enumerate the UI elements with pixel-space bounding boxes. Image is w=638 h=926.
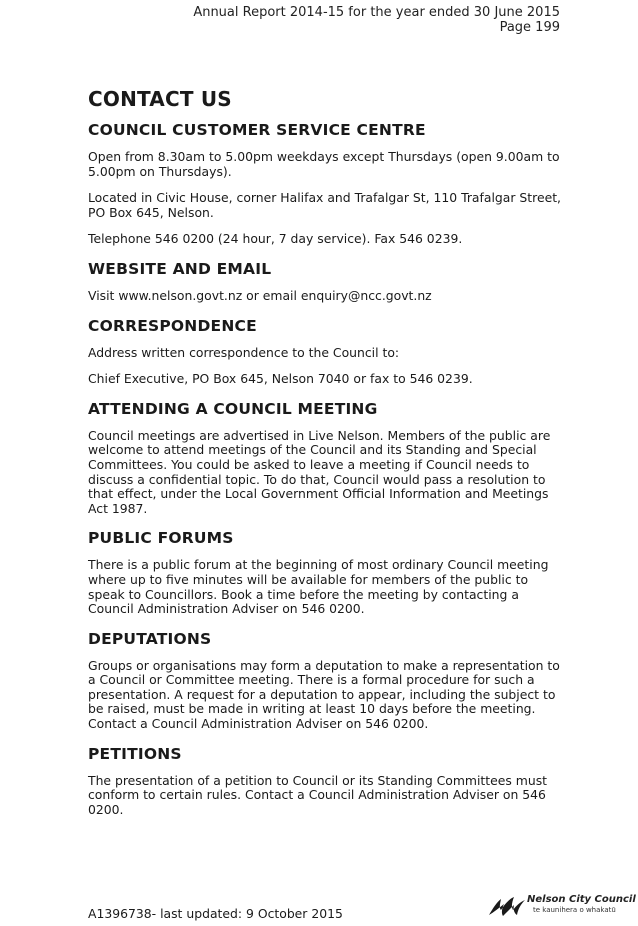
section-heading: PETITIONS <box>88 744 182 763</box>
paragraph-website: Visit www.nelson.govt.nz or email enquiry@ncc.govt.nz <box>88 287 432 303</box>
section-heading: DEPUTATIONS <box>88 629 212 648</box>
page-header <box>193 5 560 35</box>
section-petitions <box>88 744 566 818</box>
section-website-email <box>88 259 566 304</box>
section-public-forums <box>88 528 566 616</box>
paragraph-telephone: Telephone 546 0200 (24 hour, 7 day service). Fax 546 0239. <box>88 231 463 247</box>
section-customer-service <box>88 120 566 247</box>
nelson-city-council-logo-icon <box>487 894 527 918</box>
paragraph-location: Located in Civic House, corner Halifax and Trafalgar St, 110 Trafalgar Street, PO Box 645, Nelson. <box>88 190 561 220</box>
report-title: Annual Report 2014-15 for the year ended 30 June 2015 <box>193 5 560 20</box>
paragraph-meetings: Council meetings are advertised in Live Nelson. Members of the public are welcome to attend meetings of the Council and its Standing and Special Committees. You could be asked to leave a meeting if Council needs to discuss a confidential topic. To do that, Council would pass a resolution to that effect, under the Local Government Official Information and Meetings Act 1987. <box>88 427 551 516</box>
page-number: Page 199 <box>499 20 560 35</box>
section-correspondence <box>88 316 566 387</box>
section-heading: ATTENDING A COUNCIL MEETING <box>88 399 378 418</box>
page-title: CONTACT US <box>88 87 232 111</box>
paragraph-opening-hours: Open from 8.30am to 5.00pm weekdays except Thursdays (open 9.00am to 5.00pm on Thursdays). <box>88 149 560 179</box>
section-heading: PUBLIC FORUMS <box>88 529 234 548</box>
section-heading: COUNCIL CUSTOMER SERVICE CENTRE <box>88 121 426 139</box>
main-content <box>88 86 566 829</box>
paragraph-petitions: The presentation of a petition to Council or its Standing Committees must conform to certain rules. Contact a Council Administration Adviser on 546 0200. <box>88 772 548 817</box>
section-attending-meeting <box>88 399 566 517</box>
paragraph-forums: There is a public forum at the beginning of most ordinary Council meeting where up to five minutes will be available for members of the public to speak to Councillors. Book a time before the meeting by contacting a Council Administration Adviser on 546 0200. <box>88 557 549 617</box>
paragraph-deputations: Groups or organisations may form a deputation to make a representation to a Council or Committee meeting. There is a formal procedure for such a presentation. A request for a deputation to appear, including the subject to be raised, must be made in writing at least 10 days before the meeting. Contact a Council Administration Adviser on 546 0200. <box>88 657 560 732</box>
paragraph-address-intro: Address written correspondence to the Council to: <box>88 344 400 360</box>
section-heading: CORRESPONDENCE <box>88 316 257 335</box>
logo-tagline: te kaunihera o whakatū <box>533 906 616 914</box>
paragraph-address: Chief Executive, PO Box 645, Nelson 7040 or fax to 546 0239. <box>88 371 473 387</box>
council-logo <box>487 894 636 918</box>
section-heading: WEBSITE AND EMAIL <box>88 259 272 278</box>
section-deputations <box>88 629 566 732</box>
document-reference: A1396738- last updated: 9 October 2015 <box>88 906 343 921</box>
logo-name: Nelson City Council <box>527 894 636 905</box>
